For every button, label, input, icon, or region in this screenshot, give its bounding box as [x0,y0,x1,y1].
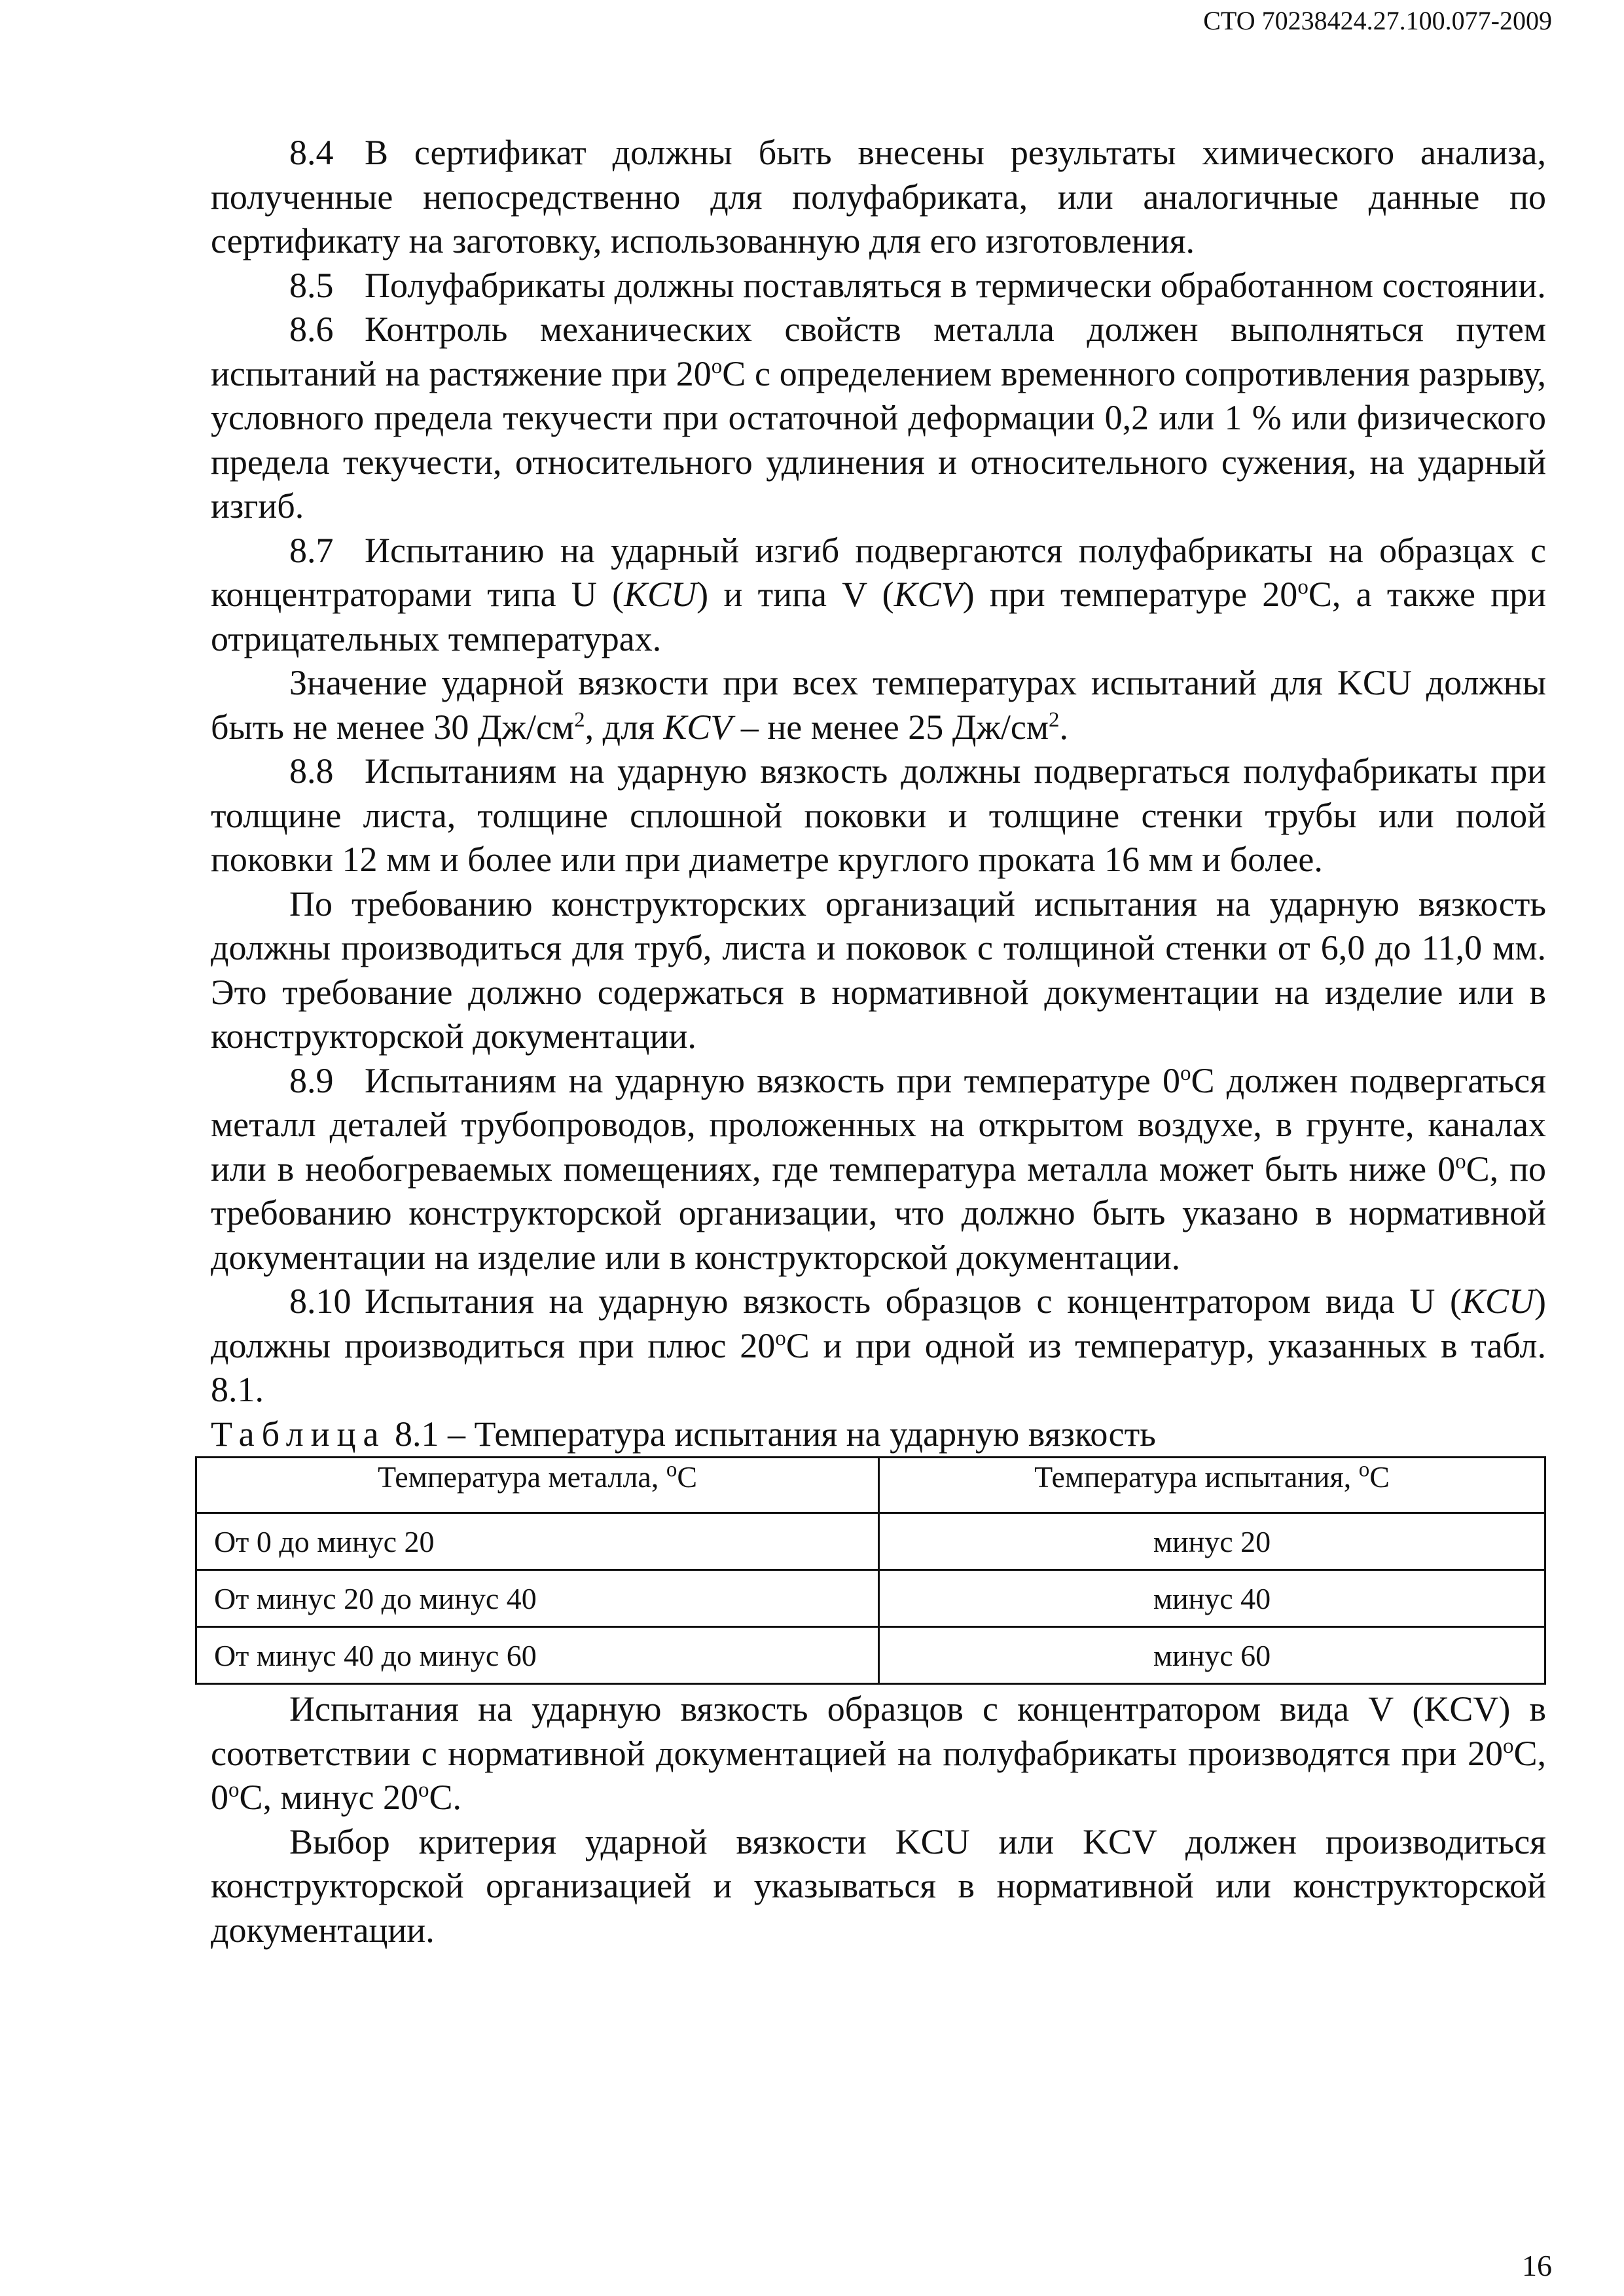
metal-temperature-cell: От минус 40 до минус 60 [196,1627,879,1684]
page-number: 16 [1522,2249,1552,2282]
paragraph-text: ) и типа V ( [696,575,894,614]
table-row [196,1513,1545,1570]
test-temperature-cell: минус 60 [879,1627,1545,1684]
paragraph-text: В сертификат должны быть внесены результаты химического анализа, полученные непосредственно для полуфабриката, или аналогичные данные по сертификату на заготовку, использованную для его изготовления. [211,133,1546,260]
paragraph-text: С, минус 20 [239,1778,418,1817]
metal-temperature-cell: От минус 20 до минус 40 [196,1570,879,1627]
paragraph-text: Испытаниям на ударную вязкость должны подвергаться полуфабрикаты при толщине листа, толщине сплошной поковки и толщине стенки трубы или полой поковки 12 мм и более или при диаметре круглого проката 16 мм и более. [211,751,1546,879]
table-caption [211,1412,1546,1457]
clause-number: 8.4 [289,133,334,172]
paragraph-text: С, а также при отрицательных температурах. [211,575,1546,658]
paragraph-text: Контроль механических свойств металла должен выполняться путем испытаний на растяжение при 20 [211,310,1546,393]
clause-number: 8.7 [289,530,334,570]
temperature-table [195,1456,1546,1685]
clause-number: 8.9 [289,1060,334,1100]
degree-mark: о [1180,1061,1191,1085]
paragraph-text: Выбор критерия ударной вязкости KCU или KCV должен производиться конструкторской организацией и указываться в нормативной или конструкторской документации. [211,1821,1546,1950]
paragraph-text: , для [585,707,664,747]
metal-temperature-cell: От 0 до минус 20 [196,1513,879,1570]
degree-mark: о [228,1778,240,1802]
paragraph-text: ) при температуре 20 [962,575,1298,614]
degree-mark: о [1455,1149,1466,1174]
clause-number: 8.8 [289,751,334,791]
paragraph-text: Испытанию на ударный изгиб подвергаются полуфабрикаты на образцах с концентраторами типа U ( [211,530,1546,614]
degree-mark: о [775,1326,786,1350]
clause-number: 8.5 [289,265,334,305]
paragraph-text: С и при одной из температур, указанных в табл. 8.1. [211,1325,1546,1409]
clause-number: 8.6 [289,310,334,349]
paragraph-8-9 [211,1059,1546,1280]
table-caption-label: Таблица [211,1414,386,1454]
paragraph-text: Полуфабрикаты должны поставляться в термически обработанном состоянии. [365,265,1546,305]
paragraph-8-10 [211,1280,1546,1412]
kcv-term: KCV [893,575,963,614]
header-test-temperature: Температура испытания, $^о$С [879,1458,1545,1513]
paragraph-text: Испытания на ударную вязкость образцов с концентратором вида U ( [365,1282,1462,1321]
paragraph-design-requirement [211,882,1546,1059]
paragraph-8-5 [211,264,1546,308]
kcu-term: KCU [624,575,697,614]
paragraph-text: Испытаниям на ударную вязкость при температуре 0 [365,1060,1180,1100]
paragraph-text: . [1059,707,1069,747]
paragraph-text: – не менее 25 Дж/см [732,707,1049,747]
superscript: 2 [574,708,585,732]
paragraph-text: С должен подвергаться металл деталей трубопроводов, проложенных на открытом воздухе, в грунте, каналах или в необогреваемых помещениях, где температура металла может быть ниже 0 [211,1060,1546,1189]
paragraph-8-4 [211,131,1546,264]
degree-mark: о [418,1778,429,1802]
paragraph-text: Испытания на ударную вязкость образцов с концентратором вида V (KCV) в соответствии с нормативной документацией на полуфабрикаты производятся при 20 [211,1689,1546,1773]
degree-mark: о [1358,1458,1370,1482]
paragraph-text: Значение ударной вязкости при всех температурах испытаний для KCU должны быть не менее 30 Дж/см [211,663,1546,747]
paragraph-text: С с определением временного сопротивления разрыву, условного предела текучести при остаточной деформации 0,2 или 1 % или физического предела текучести, относительного удлинения и относительного сужения, на ударный изгиб. [211,353,1546,526]
table-caption-title: 8.1 – Температура испытания на ударную вязкость [394,1414,1156,1454]
test-temperature-cell: минус 40 [879,1570,1545,1627]
paragraph-criterion-choice [211,1820,1546,1953]
paragraph-kcv-tests [211,1687,1546,1820]
document-code: СТО 70238424.27.100.077-2009 [1203,6,1552,35]
paragraph-text: С, по требованию конструкторской организации, что должно быть указано в нормативной документации на изделие или в конструкторской документации. [211,1149,1546,1277]
test-temperature-cell: минус 20 [879,1513,1545,1570]
kcv-term: KCV [663,707,732,747]
degree-mark: о [666,1458,677,1482]
paragraph-text: По требованию конструкторских организаций испытания на ударную вязкость должны производиться для труб, листа и поковок с толщиной стенки от 6,0 до 11,0 мм. Это требование должно содержаться в нормативной документации на изделие или в конструкторской документации. [211,884,1546,1056]
document-body [211,131,1546,1952]
paragraph-impact-values [211,661,1546,749]
paragraph-8-7 [211,529,1546,662]
table-row [196,1627,1545,1684]
paragraph-text: С, 0 [211,1733,1546,1817]
table-row [196,1570,1545,1627]
paragraph-text: С. [429,1778,461,1817]
paragraph-8-6 [211,308,1546,529]
header-metal-temperature: Температура металла, $^о$С [196,1458,879,1513]
degree-mark: о [711,354,723,378]
kcu-term: KCU [1461,1282,1535,1321]
paragraph-text: ) должны производиться при плюс 20 [211,1282,1546,1365]
degree-mark: о [1502,1734,1514,1758]
table-header-row [196,1458,1545,1513]
degree-mark: о [1297,575,1308,599]
superscript: 2 [1049,708,1060,732]
clause-number: 8.10 [289,1282,352,1321]
paragraph-8-8 [211,749,1546,882]
